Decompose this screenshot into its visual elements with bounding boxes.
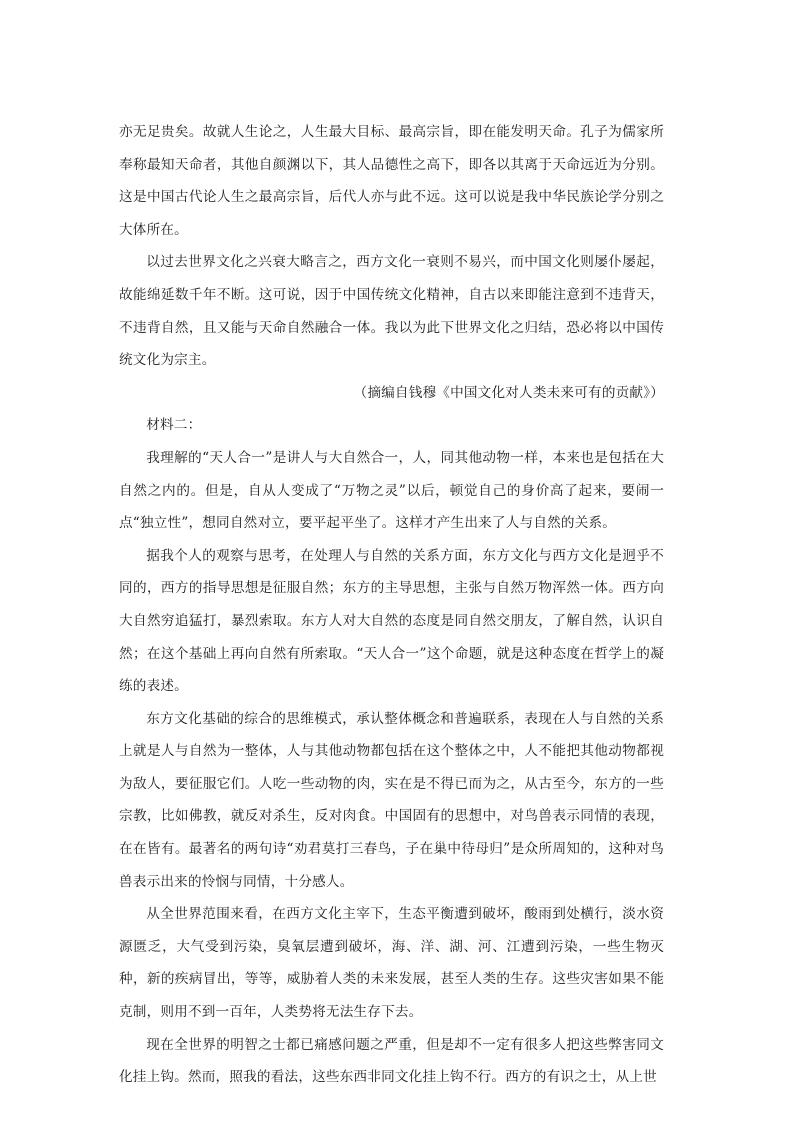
paragraph-7: 现在全世界的明智之士都已痛感问题之严重，但是却不一定有很多人把这些弊害同文化挂上钩。然而，照我的看法，这些东西非同文化挂上钩不行。西方的有识之士，从上世 bbox=[119, 1036, 664, 1086]
paragraph-5: 东方文化基础的综合的思维模式，承认整体概念和普遍联系，表现在人与自然的关系上就是人与自然为一整体，人与其他动物都包括在这个整体之中，人不能把其他动物都视为敌人，要征服它们。人吃一些动物的肉，实在是不得已而为之，从古至今，东方的一些宗教，比如佛教，就反对杀生，反对肉食。中国固有的思想中，对鸟兽表示同情的表现，在在皆有。最著名的两句诗“劝君莫打三春鸟，子在巢中待母归”是众所周知的，这种对鸟兽表示出来的怜悯与同情，十分感人。 bbox=[119, 710, 664, 890]
paragraph-6: 从全世界范围来看，在西方文化主宰下，生态平衡遭到破坏，酸雨到处横行，淡水资源匮乏，大气受到污染，臭氧层遭到破坏，海、洋、湖、河、江遭到污染，一些生物灭种，新的疾病冒出，等等，威胁着人类的未来发展，甚至人类的生存。这些灾害如果不能克制，则用不到一百年，人类势将无法生存下去。 bbox=[119, 906, 664, 1021]
paragraph-1: 亦无足贵矣。故就人生论之，人生最大目标、最高宗旨，即在能发明天命。孔子为儒家所奉称最知天命者，其他自颜渊以下，其人品德性之高下，即各以其离于天命远近为分别。这是中国古代论人生之最高宗旨，后代人亦与此不远。这可以说是我中华民族论学分别之大体所在。 bbox=[119, 124, 664, 238]
paragraph-2: 以过去世界文化之兴衰大略言之，西方文化一衰则不易兴，而中国文化则屡仆屡起，故能绵延数千年不断。这可说，因于中国传统文化精神，自古以来即能注意到不违背天，不违背自然，且又能与天命自然融合一体。我以为此下世界文化之归结，恐必将以中国传统文化为宗主。 bbox=[119, 254, 664, 369]
document-body bbox=[119, 116, 664, 1094]
material-two-label: 材料二： bbox=[146, 417, 202, 434]
paragraph-4: 据我个人的观察与思考，在处理人与自然的关系方面，东方文化与西方文化是迥乎不同的，西方的指导思想是征服自然；东方的主导思想，主张与自然万物浑然一体。西方向大自然穷追猛打，暴烈索取。东方人对大自然的态度是同自然交朋友，了解自然，认识自然；在这个基础上再向自然有所索取。“天人合一”这个命题，就是这种态度在哲学上的凝练的表述。 bbox=[119, 547, 664, 695]
paragraph-3: 我理解的“天人合一”是讲人与大自然合一，人，同其他动物一样，本来也是包括在大自然之内的。但是，自从人变成了“万物之灵”以后，顿觉自己的身价高了起来，要闹一点“独立性”，想同自然对立，要平起平坐了。这样才产生出来了人与自然的关系。 bbox=[119, 449, 664, 532]
source-citation: （摘编自钱穆《中国文化对人类未来可有的贡献》） bbox=[353, 384, 664, 401]
